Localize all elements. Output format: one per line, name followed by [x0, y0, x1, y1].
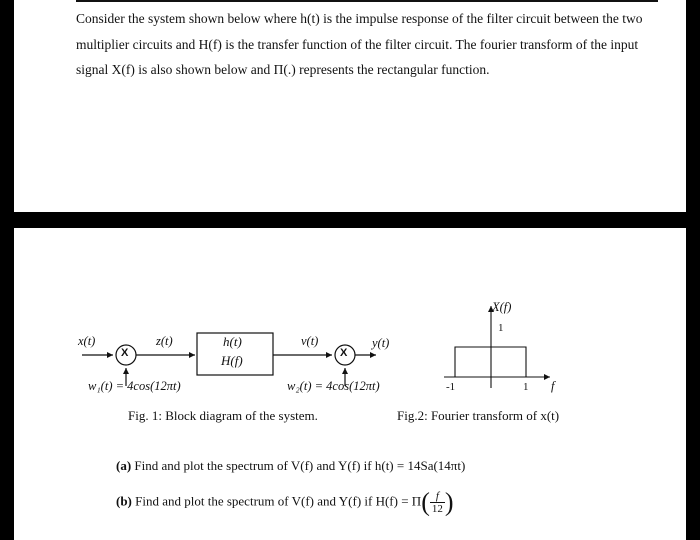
figures-panel [14, 228, 686, 540]
fraction-numerator: f [430, 490, 445, 503]
fig2-caption: Fig.2: Fourier transform of x(t) [397, 408, 560, 423]
spectrum-y-label: X(f) [492, 300, 512, 314]
fig1-caption: Fig. 1: Block diagram of the system. [128, 408, 318, 423]
multiplier-1-symbol: X [121, 347, 129, 359]
input-label: x(t) [78, 334, 96, 348]
intro-line-1: Consider the system shown below where h(t) is the impulse response of the filter circuit between the two [76, 11, 643, 26]
question-a-tag: (a) [116, 458, 132, 473]
problem-intro [76, 6, 666, 83]
intro-line-2: multiplier circuits and H(f) is the transfer function of the filter circuit. The fourier transform of the input [76, 36, 639, 52]
open-paren: ( [421, 487, 430, 517]
z-label: z(t) [156, 334, 173, 348]
output-label: y(t) [372, 336, 390, 350]
multiplier-2-symbol: X [340, 347, 348, 359]
close-paren: ) [444, 487, 454, 517]
filter-H-label: H(f) [221, 353, 243, 368]
w2-label: w₂(t) = 4cos(12πt) [287, 379, 380, 393]
spectrum-x-label: f [551, 379, 555, 393]
question-b [116, 487, 454, 517]
question-b-text: Find and plot the spectrum of V(f) and Y(f) if H(f) = Π [135, 493, 422, 509]
question-a [116, 458, 465, 474]
fraction-denominator: 12 [431, 503, 443, 515]
w1-label: w₁(t) = 4cos(12πt) [88, 379, 181, 393]
v-label: v(t) [301, 334, 319, 348]
filter-h-label: h(t) [223, 334, 242, 349]
spectrum-left-label: -1 [446, 381, 456, 393]
question-a-text: Find and plot the spectrum of V(f) and Y(f) if h(t) = 14Sa(14πt) [134, 458, 466, 473]
question-b-tag: (b) [116, 493, 132, 509]
spectrum-right-label: 1 [523, 381, 529, 393]
problem-statement-panel [14, 0, 686, 212]
spectrum-height-label: 1 [498, 322, 504, 334]
top-rule [76, 0, 658, 2]
intro-line-3: signal X(f) is also shown below and Π(.) represents the rectangular function. [76, 62, 490, 77]
question-b-fraction [430, 490, 445, 515]
